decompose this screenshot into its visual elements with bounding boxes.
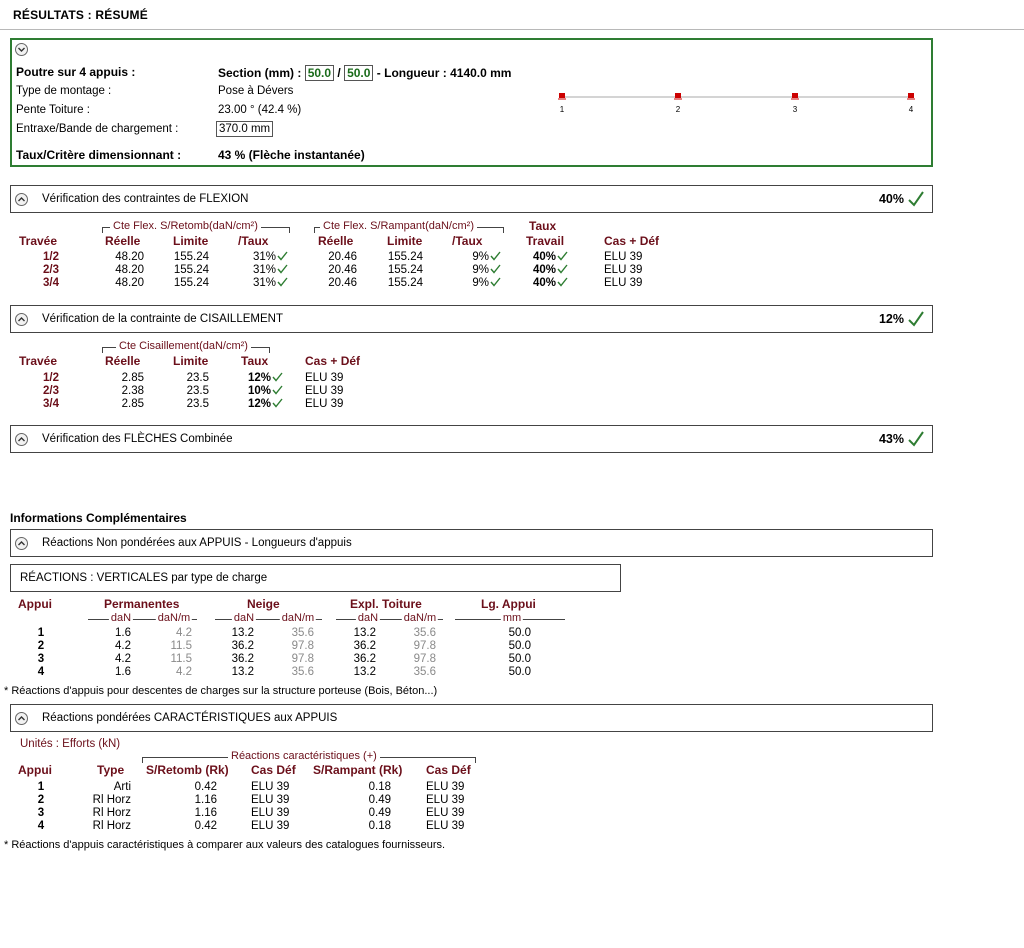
reaction-appui: 4 (37, 666, 45, 678)
flexion-col-limite2: Limite (387, 234, 423, 248)
flexion-reelle-rampant: 20.46 (328, 251, 357, 263)
react-col-appui: Appui (18, 597, 52, 611)
reaction-expl-dan: 13.2 (353, 627, 376, 639)
reaction-expl-danm: 97.8 (413, 640, 436, 652)
flexion-travee: 3/4 (43, 277, 59, 289)
shear-col-limite: Limite (173, 354, 209, 368)
shear-col-reelle: Réelle (105, 354, 141, 368)
support-label-4: 4 (908, 105, 914, 114)
section-width-field[interactable]: 50.0 (305, 65, 334, 81)
char-retomb-rk: 1.16 (194, 794, 217, 806)
reaction-expl-danm: 35.6 (413, 627, 436, 639)
flexion-col-taux1: /Taux (238, 234, 269, 248)
length-text: - Longueur : 4140.0 mm (376, 66, 512, 80)
shear-limite: 23.5 (186, 385, 209, 397)
support-3-marker (791, 93, 799, 99)
flexion-col-travail: Travail (526, 234, 565, 248)
flexion-col-taux2: /Taux (452, 234, 483, 248)
flexion-taux-retomb (208, 264, 288, 276)
shear-cas-def: ELU 39 (305, 385, 344, 397)
collapse-shear-button[interactable] (15, 313, 28, 326)
flexion-taux-travail-text: 40% (532, 277, 556, 289)
char-rampant-rk: 0.18 (368, 820, 391, 832)
deflection-section-header[interactable] (10, 425, 933, 453)
deflection-title: Vérification des FLÈCHES Combinée (42, 433, 233, 445)
reaction-perm-dan: 1.6 (115, 666, 131, 678)
char-cas-def-1: ELU 39 (251, 820, 290, 832)
flexion-col-reelle2: Réelle (318, 234, 354, 248)
reaction-expl-danm: 35.6 (413, 666, 436, 678)
react-col-neige: Neige (247, 597, 280, 611)
check-icon (557, 251, 568, 261)
section-line (218, 65, 511, 81)
shear-taux-text: 10% (247, 385, 271, 397)
flexion-taux-rampant-text: 9% (472, 251, 489, 263)
char-reactions-title: Réactions pondérées CARACTÉRISTIQUES aux APPUIS (42, 712, 338, 724)
char-cas-def-1: ELU 39 (251, 807, 290, 819)
chevron-up-icon (17, 539, 26, 548)
check-icon (557, 277, 568, 287)
flexion-percent: 40% (878, 192, 904, 206)
check-icon (272, 372, 283, 382)
flexion-cas-def: ELU 39 (604, 277, 643, 289)
flexion-taux-rampant-text: 9% (472, 277, 489, 289)
check-icon (557, 264, 568, 274)
char-cas-def-1: ELU 39 (251, 794, 290, 806)
support-label-1: 1 (559, 105, 565, 114)
reaction-neige-dan: 13.2 (231, 666, 254, 678)
flexion-taux-retomb-text: 31% (252, 251, 276, 263)
beam-label: Poutre sur 4 appuis : (16, 65, 136, 79)
shear-reelle: 2.38 (121, 385, 144, 397)
char-reactions-note: * Réactions d'appuis caractéristiques à comparer aux valeurs des catalogues fournisseurs. (4, 839, 446, 851)
shear-taux-text: 12% (247, 372, 271, 384)
title-divider (0, 29, 1024, 30)
shear-taux (203, 398, 283, 410)
deflection-percent: 43% (878, 432, 904, 446)
reaction-neige-danm: 35.6 (291, 666, 314, 678)
unit-label: daN (357, 612, 379, 624)
support-2-marker (674, 93, 682, 99)
shear-col-travee: Travée (19, 354, 58, 368)
flexion-taux-travail (488, 264, 568, 276)
flexion-taux-retomb (208, 251, 288, 263)
reactions-title: Réactions Non pondérées aux APPUIS - Longueurs d'appuis (42, 537, 352, 549)
char-cas-def-2: ELU 39 (426, 781, 465, 793)
unit-label: mm (502, 612, 522, 624)
char-appui: 3 (37, 807, 45, 819)
char-cas-def-2: ELU 39 (426, 794, 465, 806)
support-4-marker (907, 93, 915, 99)
char-cas-def-2: ELU 39 (426, 807, 465, 819)
beam-support-diagram (552, 90, 932, 118)
react-col-expl: Expl. Toiture (350, 597, 422, 611)
char-cas-def-1: ELU 39 (251, 781, 290, 793)
flexion-taux-travail-text: 40% (532, 264, 556, 276)
shear-travee: 1/2 (43, 372, 59, 384)
char-rampant-rk: 0.49 (368, 794, 391, 806)
char-appui: 4 (37, 820, 45, 832)
summary-panel (10, 38, 933, 167)
mount-type-value: Pose à Dévers (218, 85, 294, 97)
reactions-note: * Réactions d'appuis pour descentes de charges sur la structure porteuse (Bois, Béton...) (4, 685, 438, 697)
page-title: RÉSULTATS : RÉSUMÉ (13, 8, 148, 22)
shear-travee: 2/3 (43, 385, 59, 397)
shear-travee: 3/4 (43, 398, 59, 410)
roof-slope-label: Pente Toiture : (16, 104, 90, 116)
shear-group: Cte Cisaillement(daN/cm²) (102, 347, 270, 352)
flexion-retomb-group: Cte Flex. S/Retomb(daN/cm²) (102, 227, 290, 232)
char-reactions-section-header[interactable] (10, 704, 933, 732)
flexion-taux-travail-text: 40% (532, 251, 556, 263)
shear-limite: 23.5 (186, 398, 209, 410)
collapse-summary-button[interactable] (15, 43, 28, 56)
section-label: Section (mm) : (218, 66, 302, 80)
flexion-taux-retomb-text: 31% (252, 264, 276, 276)
reaction-neige-dan: 13.2 (231, 627, 254, 639)
criterion-label: Taux/Critère dimensionnant : (16, 148, 182, 162)
flexion-col-cas: Cas + Déf (604, 234, 660, 248)
flexion-limite-rampant: 155.24 (387, 251, 423, 263)
reaction-expl-danm: 97.8 (413, 653, 436, 665)
collapse-reactions-button[interactable] (15, 537, 28, 550)
criterion-value: 43 % (Flèche instantanée) (218, 148, 365, 162)
reaction-perm-danm: 11.5 (170, 653, 192, 665)
char-rampant-rk: 0.18 (368, 781, 391, 793)
reaction-neige-danm: 35.6 (291, 627, 314, 639)
collapse-deflection-button[interactable] (15, 433, 28, 446)
char-type: Rl Horz (92, 820, 131, 832)
flexion-limite-rampant: 155.24 (387, 264, 423, 276)
char-type: Rl Horz (92, 807, 131, 819)
section-height-field[interactable]: 50.0 (344, 65, 373, 81)
support-label-3: 3 (792, 105, 798, 114)
char-rampant-rk: 0.49 (368, 807, 391, 819)
support-1-marker (558, 93, 566, 99)
char-col-type: Type (97, 763, 125, 777)
check-icon (906, 309, 926, 329)
char-cas-def-2: ELU 39 (426, 820, 465, 832)
chevron-up-icon (17, 195, 26, 204)
flexion-limite-retomb: 155.24 (173, 277, 209, 289)
flexion-col-reelle1: Réelle (105, 234, 141, 248)
info-title: Informations Complémentaires (10, 511, 187, 525)
unit-label: daN/m (157, 612, 191, 624)
collapse-char-reactions-button[interactable] (15, 712, 28, 725)
unit-label: daN (110, 612, 132, 624)
reaction-expl-dan: 36.2 (353, 640, 376, 652)
reaction-appui: 1 (37, 627, 45, 639)
collapse-flexion-button[interactable] (15, 193, 28, 206)
flexion-taux-retomb-text: 31% (252, 277, 276, 289)
unit-label: daN/m (403, 612, 437, 624)
reaction-lg-appui: 50.0 (508, 627, 531, 639)
char-col-appui: Appui (18, 763, 52, 777)
shear-section-header[interactable] (10, 305, 933, 333)
shear-col-taux: Taux (241, 354, 269, 368)
chevron-up-icon (17, 315, 26, 324)
char-appui: 1 (37, 781, 45, 793)
flexion-reelle-retomb: 48.20 (115, 264, 144, 276)
flexion-section-header[interactable] (10, 185, 933, 213)
char-retomb-rk: 1.16 (194, 807, 217, 819)
reactions-section-header[interactable] (10, 529, 933, 557)
flexion-cas-def: ELU 39 (604, 264, 643, 276)
check-icon (906, 189, 926, 209)
flexion-reelle-retomb: 48.20 (115, 277, 144, 289)
flexion-taux-retomb (208, 277, 288, 289)
section-separator: / (337, 66, 341, 80)
spacing-label: Entraxe/Bande de chargement : (16, 123, 179, 135)
flexion-taux-rampant-text: 9% (472, 264, 489, 276)
char-col-cas1: Cas Déf (251, 763, 296, 777)
flexion-taux-top: Taux (529, 219, 557, 233)
shear-title: Vérification de la contrainte de CISAILLEMENT (42, 313, 283, 325)
shear-percent: 12% (878, 312, 904, 326)
flexion-col-limite1: Limite (173, 234, 209, 248)
reaction-neige-danm: 97.8 (291, 653, 314, 665)
char-col-retomb: S/Retomb (Rk) (146, 763, 229, 777)
reaction-expl-dan: 36.2 (353, 653, 376, 665)
flexion-limite-retomb: 155.24 (173, 264, 209, 276)
reaction-expl-dan: 13.2 (353, 666, 376, 678)
reaction-neige-dan: 36.2 (231, 653, 254, 665)
flexion-taux-travail (488, 251, 568, 263)
shear-col-cas: Cas + Déf (305, 354, 361, 368)
flexion-reelle-rampant: 20.46 (328, 264, 357, 276)
check-icon (272, 398, 283, 408)
reaction-lg-appui: 50.0 (508, 666, 531, 678)
chevron-down-icon (17, 45, 26, 54)
char-col-cas2: Cas Déf (426, 763, 471, 777)
reaction-perm-danm: 4.2 (176, 627, 192, 639)
support-label-2: 2 (675, 105, 681, 114)
reaction-perm-dan: 4.2 (115, 653, 131, 665)
reaction-appui: 2 (37, 640, 45, 652)
shear-cas-def: ELU 39 (305, 398, 344, 410)
flexion-reelle-rampant: 20.46 (328, 277, 357, 289)
mount-type-label: Type de montage : (16, 85, 112, 97)
check-icon (906, 429, 926, 449)
unit-label: daN/m (281, 612, 315, 624)
char-retomb-rk: 0.42 (194, 820, 217, 832)
react-col-lg-appui: Lg. Appui (481, 597, 536, 611)
check-icon (272, 385, 283, 395)
flexion-taux-travail (488, 277, 568, 289)
reaction-perm-dan: 1.6 (115, 627, 131, 639)
reaction-neige-dan: 36.2 (231, 640, 254, 652)
shear-reelle: 2.85 (121, 398, 144, 410)
shear-taux (203, 385, 283, 397)
flexion-col-travee: Travée (19, 234, 58, 248)
reaction-lg-appui: 50.0 (508, 653, 531, 665)
shear-taux (203, 372, 283, 384)
char-col-rampant: S/Rampant (Rk) (313, 763, 403, 777)
char-reactions-group: Réactions caractéristiques (+) (142, 757, 476, 762)
reaction-perm-danm: 4.2 (176, 666, 192, 678)
flexion-cas-def: ELU 39 (604, 251, 643, 263)
char-type: Arti (113, 781, 131, 793)
flexion-limite-rampant: 155.24 (387, 277, 423, 289)
flexion-travee: 1/2 (43, 251, 59, 263)
reaction-neige-danm: 97.8 (291, 640, 314, 652)
flexion-rampant-group: Cte Flex. S/Rampant(daN/cm²) (314, 227, 504, 232)
unit-label: daN (233, 612, 255, 624)
chevron-up-icon (17, 435, 26, 444)
react-col-permanentes: Permanentes (104, 597, 180, 611)
char-appui: 2 (37, 794, 45, 806)
char-type: Rl Horz (92, 794, 131, 806)
char-retomb-rk: 0.42 (194, 781, 217, 793)
vertical-reactions-box (10, 564, 621, 592)
vertical-reactions-title: RÉACTIONS : VERTICALES par type de charge (20, 572, 268, 584)
reaction-appui: 3 (37, 653, 45, 665)
reaction-perm-danm: 11.5 (170, 640, 192, 652)
spacing-value[interactable]: 370.0 mm (216, 121, 273, 137)
flexion-travee: 2/3 (43, 264, 59, 276)
spacing-field[interactable] (216, 121, 273, 137)
reaction-lg-appui: 50.0 (508, 640, 531, 652)
flexion-limite-retomb: 155.24 (173, 251, 209, 263)
units-label: Unités : Efforts (kN) (20, 738, 121, 750)
shear-reelle: 2.85 (121, 372, 144, 384)
chevron-up-icon (17, 714, 26, 723)
reaction-perm-dan: 4.2 (115, 640, 131, 652)
roof-slope-value: 23.00 ° (42.4 %) (218, 104, 302, 116)
flexion-reelle-retomb: 48.20 (115, 251, 144, 263)
shear-limite: 23.5 (186, 372, 209, 384)
flexion-title: Vérification des contraintes de FLEXION (42, 193, 249, 205)
shear-cas-def: ELU 39 (305, 372, 344, 384)
shear-taux-text: 12% (247, 398, 271, 410)
